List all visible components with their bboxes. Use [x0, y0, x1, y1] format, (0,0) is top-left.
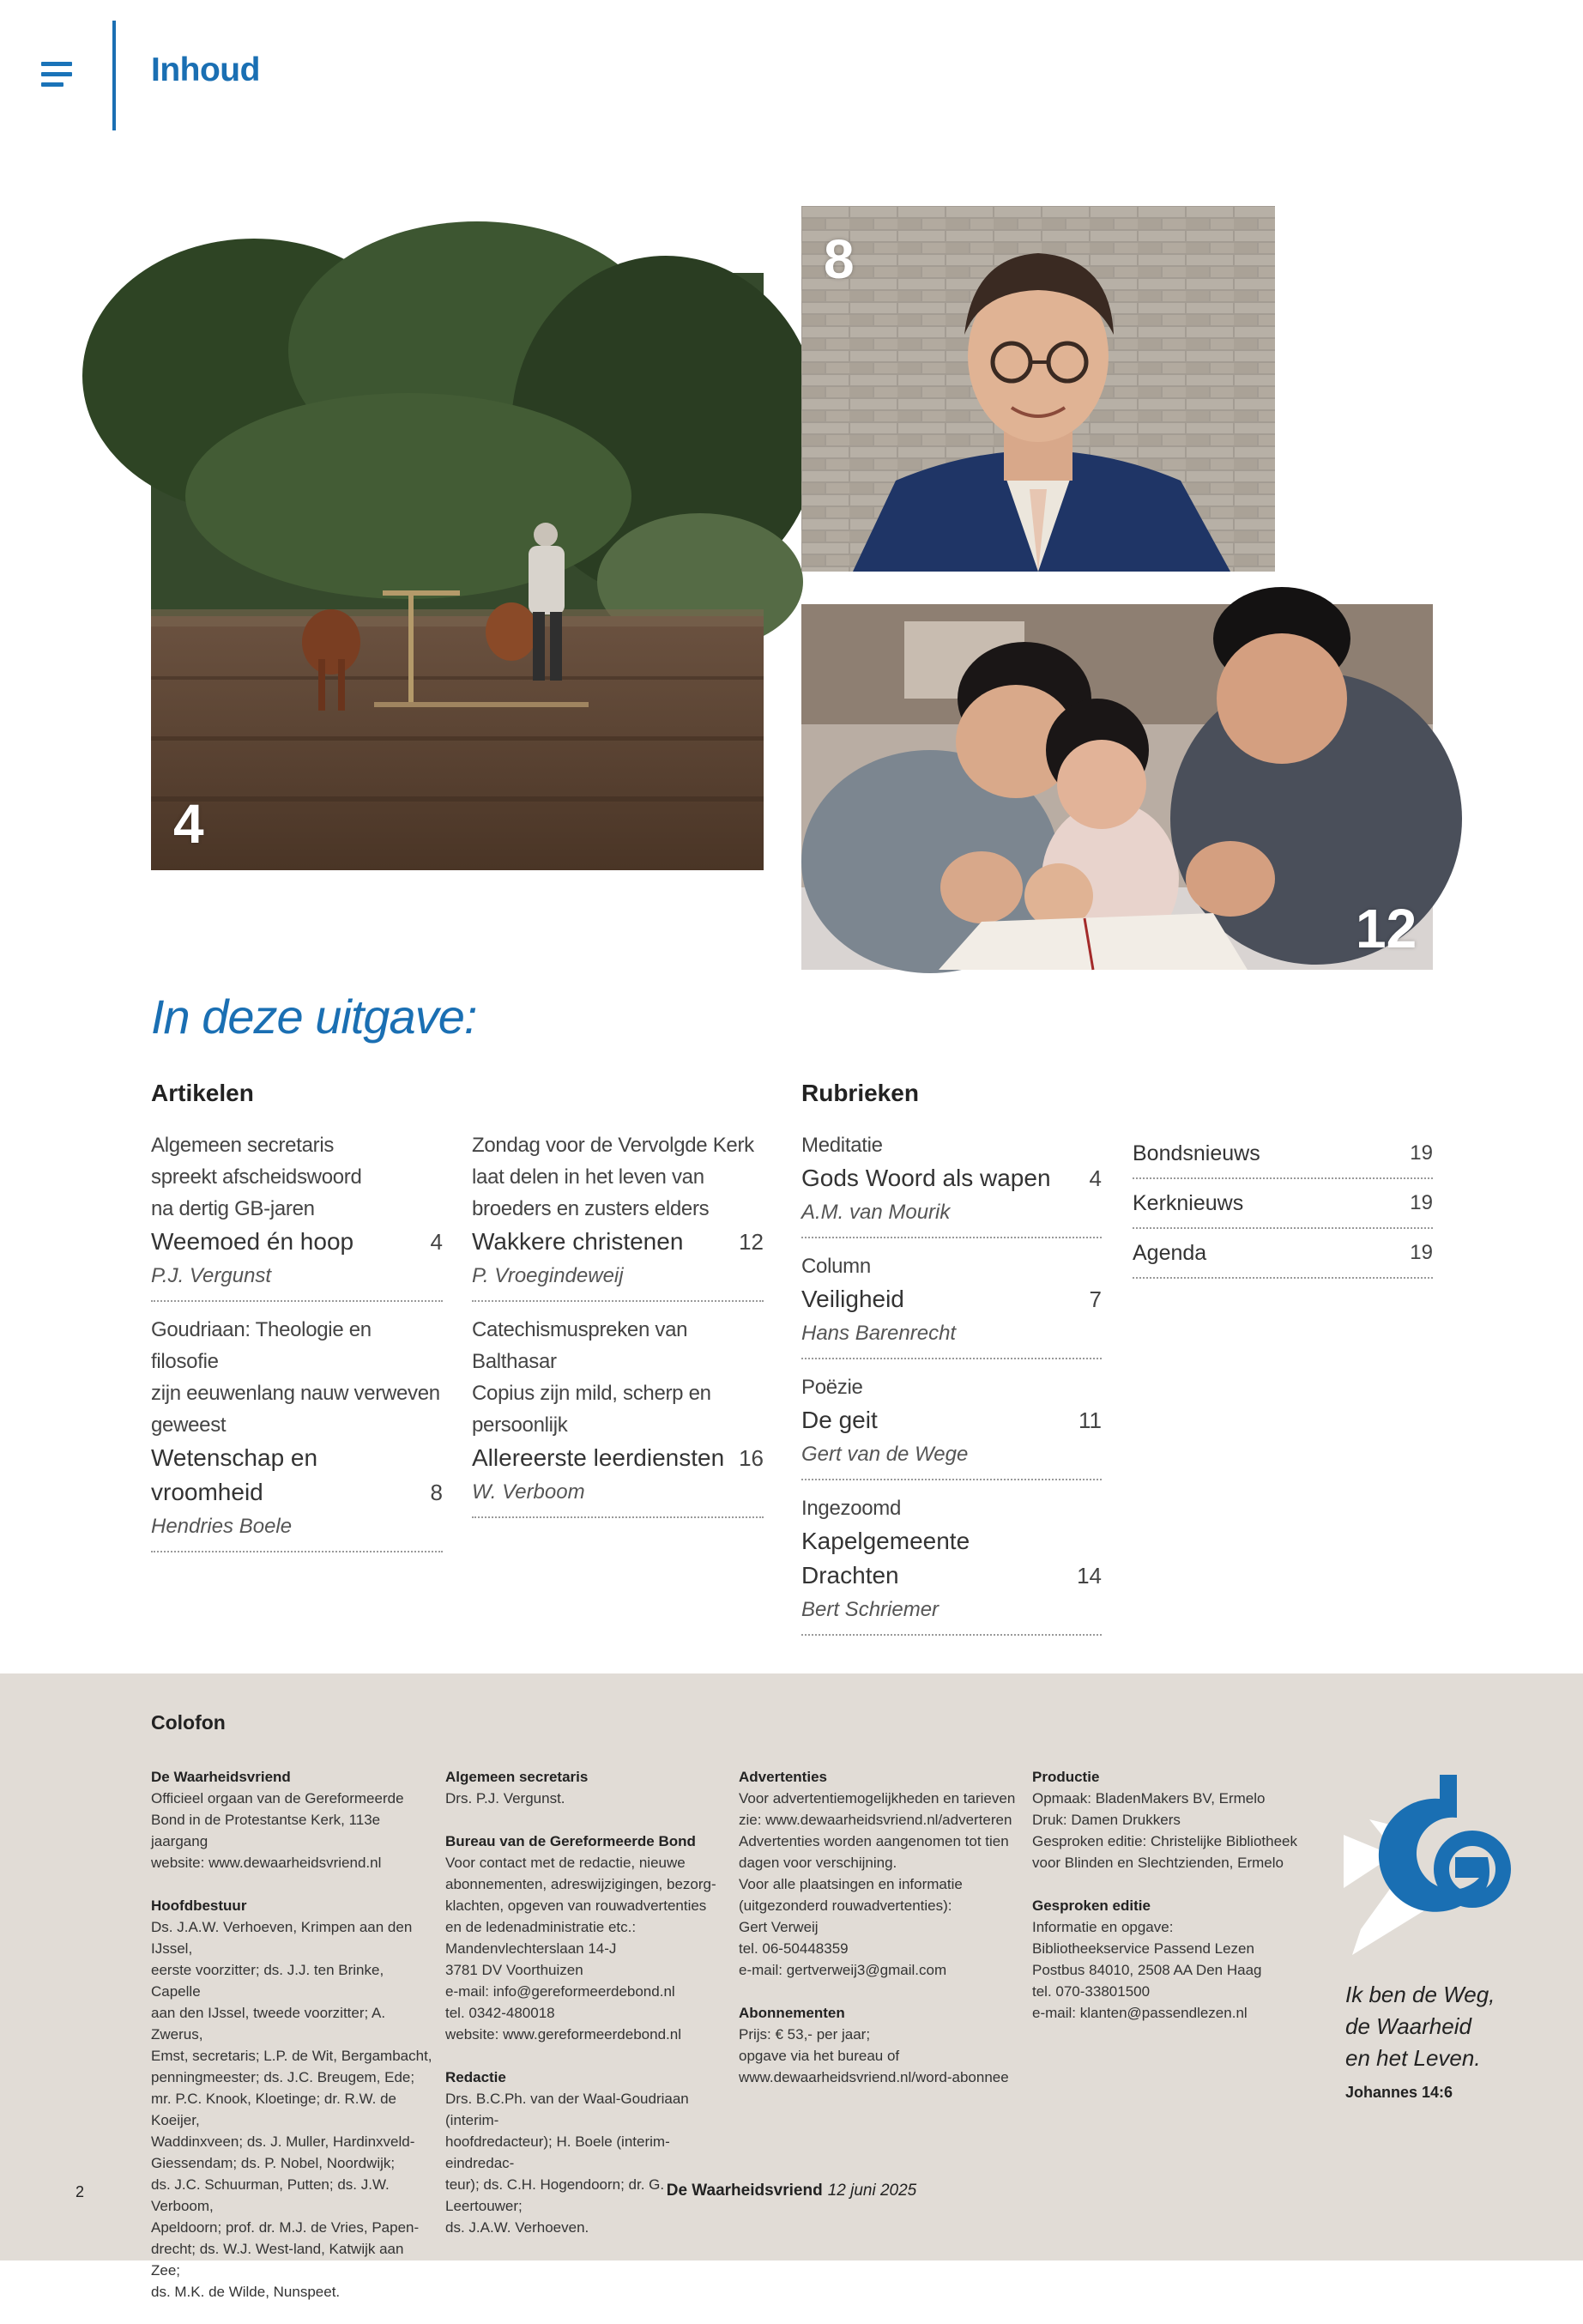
section-rubrieken: Rubrieken [801, 1080, 919, 1106]
ploughing-image [151, 273, 764, 870]
colofon-block [739, 2002, 1022, 2088]
artikelen-column-1 [151, 1129, 443, 1564]
toc-entry-author: P.J. Vergunst [151, 1264, 272, 1287]
colofon-block-title: Abonnementen [739, 2005, 845, 2021]
toc-entry-subtitle: Goudriaan: Theologie en filosofie [151, 1318, 372, 1373]
toc-entry-title: Veiligheid [801, 1286, 904, 1312]
rubrieken-column-2 [1133, 1129, 1433, 1279]
toc-entry-title: De geit [801, 1407, 878, 1433]
toc-entry-title: Allereerste leerdiensten [472, 1444, 725, 1471]
toc-entry-page: 7 [1089, 1286, 1102, 1312]
section-artikelen: Artikelen [151, 1080, 254, 1106]
colofon-block [445, 1766, 728, 1809]
toc-entry-page: 14 [1077, 1563, 1102, 1589]
colofon-block [1032, 1766, 1315, 1873]
toc-entry[interactable] [151, 1129, 443, 1302]
colofon-block-title: De Waarheidsvriend [151, 1769, 291, 1785]
photo-portrait[interactable] [801, 206, 1275, 572]
toc-entry-title-row [151, 1441, 443, 1475]
colofon-block-text: Informatie en opgave: Bibliotheekservice Passend Lezen Postbus 84010, 2508 AA Den Haag tel. 070-33801500 e-mail: klanten@passendlezen.nl [1032, 1919, 1262, 2021]
colofon-block-text: Drs. B.C.Ph. van der Waal-Goudriaan (interim- hoofdredacteur); H. Boele (interim-eindredac- teur); ds. C.H. Hogendoorn; dr. G. Leertouwer; ds. J.A.W. Verhoeven. [445, 2091, 689, 2236]
colofon-block-title: Hoofdbestuur [151, 1897, 247, 1914]
colofon-block-text: Opmaak: BladenMakers BV, Ermelo Druk: Damen Drukkers Gesproken editie: Christelijke Bibliotheek voor Blinden en Slechtzienden, Ermelo [1032, 1790, 1297, 1871]
portrait-image [801, 206, 1275, 572]
toc-entry-subtitle: Meditatie [801, 1134, 883, 1157]
toc-entry-title-row [801, 1161, 1102, 1195]
colofon-block [445, 2067, 728, 2238]
toc-entry-title-row [472, 1441, 764, 1475]
colofon-block-text: Voor advertentiemogelijkheden en tarieven zie: www.dewaarheidsvriend.nl/adverteren Advertenties worden aangenomen tot tien dagen voor verschijning. Voor alle plaatsingen en informatie (uitgezonderd rouwadvertenties): Gert Verweij tel. 06-50448359 e-mail: gertverweij3@gmail.com [739, 1790, 1016, 1978]
colofon-block-text: Voor contact met de redactie, nieuwe abonnementen, adreswijzigingen, bezorg- klachten, opgeven van rouwadvertenties en de ledenadministratie etc.: Mandenvlechterslaan 14-J 3781 DV Voorthuizen e-mail: info@gereformeerdebond.nl tel. 0342-480018 website: www.gereformeerdebond.nl [445, 1855, 716, 2043]
toc-entry-subtitle: Column [801, 1255, 871, 1278]
family-image [801, 604, 1433, 970]
toc-entry-page: 4 [430, 1229, 443, 1255]
colofon-block-text: Drs. P.J. Vergunst. [445, 1790, 565, 1807]
toc-entry-author: Bert Schriemer [801, 1598, 940, 1621]
colofon-block-text: Ds. J.A.W. Verhoeven, Krimpen aan den IJssel, eerste voorzitter; ds. J.J. ten Brinke, Capelle aan den IJssel, tweede voorzitter; A. Zwerus, Emst, secretaris; L.P. de Wit, Bergambacht, penningmeester; ds. J.C. Breugem, Ede; mr. P.C. Knook, Kloetinge; dr. R.W. de Koeijer, Waddinxveen; ds. J. Muller, Hardinxveld- Giessendam; ds. P. Nobel, Noordwijk; ds. J.C. Schuurman, Putten; ds. J.W. Verboom, Apeldoorn; prof. dr. M.J. de Vries, Papen- drecht; ds. W.J. West-land, Katwijk aan Zee; ds. M.K. de Wilde, Nunspeet. [151, 1919, 432, 2300]
page-title: Inhoud [151, 51, 260, 88]
toc-entry-title: Gods Woord als wapen [801, 1165, 1051, 1191]
toc-entry[interactable] [472, 1314, 764, 1518]
photo-ploughing-field[interactable] [151, 273, 764, 870]
toc-entry[interactable] [472, 1129, 764, 1302]
artikelen-column-2 [472, 1129, 764, 1530]
header-divider [112, 21, 116, 130]
colofon-title: Colofon [151, 1711, 226, 1734]
footer-page-number: 2 [76, 2183, 85, 2200]
rubriek-page: 19 [1410, 1241, 1433, 1264]
toc-entry-author: Hendries Boele [151, 1515, 293, 1538]
toc-entry[interactable] [801, 1129, 1102, 1238]
colofon-block-title: Gesproken editie [1032, 1897, 1151, 1914]
toc-entry-subtitle: Ingezoomd [801, 1497, 902, 1520]
toc-entry[interactable] [801, 1250, 1102, 1359]
toc-entry-subtitle: spreekt afscheidswoord [151, 1165, 362, 1189]
toc-entry-subtitle: na dertig GB-jaren [151, 1197, 315, 1220]
rubriek-link[interactable] [1133, 1129, 1433, 1179]
toc-entry-page: 16 [739, 1445, 764, 1471]
toc-entry-subtitle: persoonlijk [472, 1413, 568, 1437]
toc-entry-subtitle: broeders en zusters elders [472, 1197, 710, 1220]
toc-entry-author: Gert van de Wege [801, 1443, 969, 1466]
colofon-block-title: Redactie [445, 2069, 506, 2085]
toc-entry-subtitle: laat delen in het leven van [472, 1165, 704, 1189]
toc-entry-title: vroomheid [151, 1479, 263, 1505]
colofon-block-title: Bureau van de Gereformeerde Bond [445, 1833, 696, 1849]
contents-heading: In deze uitgave: [151, 990, 477, 1044]
toc-entry[interactable] [801, 1492, 1102, 1636]
colofon-block [739, 1766, 1022, 1981]
toc-entry-subtitle: Algemeen secretaris [151, 1134, 335, 1157]
rubriek-label: Agenda [1133, 1240, 1207, 1265]
toc-entry[interactable] [151, 1314, 443, 1552]
rubriek-link[interactable] [1133, 1179, 1433, 1229]
colofon-block-title: Algemeen secretaris [445, 1769, 589, 1785]
toc-entry-subtitle: Copius zijn mild, scherp en [472, 1382, 711, 1405]
colofon-block-title: Productie [1032, 1769, 1100, 1785]
rubriek-page: 19 [1410, 1191, 1433, 1214]
colofon-block [151, 1895, 434, 2303]
toc-entry-subtitle: Catechismuspreken van Balthasar [472, 1318, 688, 1373]
toc-entry-title: Wetenschap en [151, 1444, 318, 1471]
menu-icon[interactable] [41, 62, 72, 88]
toc-entry[interactable] [801, 1371, 1102, 1480]
colofon-block [151, 1766, 434, 1873]
toc-entry-title-row [801, 1282, 1102, 1316]
photo-family-praying[interactable] [801, 604, 1433, 970]
gb-logo [1344, 1768, 1512, 1955]
toc-entry-page: 4 [1089, 1165, 1102, 1191]
toc-entry-title-row [801, 1403, 1102, 1437]
toc-entry-title: Weemoed én hoop [151, 1228, 354, 1255]
colofon-block-text: Officieel orgaan van de Gereformeerde Bond in de Protestantse Kerk, 113e jaargang website: www.dewaarheidsvriend.nl [151, 1790, 404, 1871]
rubriek-page: 19 [1410, 1141, 1433, 1165]
rubriek-label: Kerknieuws [1133, 1190, 1244, 1215]
footer-publication [0, 2182, 1583, 2200]
toc-entry-author: P. Vroegindeweij [472, 1264, 624, 1287]
toc-entry-subtitle: Poëzie [801, 1376, 863, 1399]
toc-entry-title-row [801, 1524, 1102, 1593]
toc-entry-subtitle: Zondag voor de Vervolgde Kerk [472, 1134, 754, 1157]
page-number-badge: 8 [824, 228, 855, 290]
toc-entry-title-row [472, 1225, 764, 1259]
toc-entry-title: Wakkere christenen [472, 1228, 684, 1255]
rubrieken-column-1 [801, 1129, 1102, 1648]
toc-entry-title: Kapelgemeente Drachten [801, 1528, 970, 1589]
toc-entry-page: 8 [430, 1480, 443, 1505]
bible-reference: Johannes 14:6 [1345, 2084, 1453, 2101]
rubriek-link[interactable] [1133, 1229, 1433, 1279]
toc-entry-title-row [151, 1475, 443, 1510]
publication-name: De Waarheidsvriend [666, 2182, 823, 2200]
toc-entry-page: 11 [1078, 1407, 1102, 1433]
page-number-badge: 12 [1356, 898, 1417, 959]
colofon-column [739, 1766, 1022, 2109]
colofon-block [1032, 1895, 1315, 2024]
page-number-badge: 4 [173, 793, 204, 855]
colofon-block-text: Prijs: € 53,- per jaar; opgave via het bureau of www.dewaarheidsvriend.nl/word-abonnee [739, 2026, 1009, 2085]
toc-entry-author: A.M. van Mourik [801, 1201, 951, 1224]
toc-entry-page: 12 [739, 1229, 764, 1255]
toc-entry-author: W. Verboom [472, 1480, 585, 1504]
colofon-column [1032, 1766, 1315, 2045]
publication-date: 12 juni 2025 [827, 2182, 917, 2200]
toc-entry-author: Hans Barenrecht [801, 1322, 957, 1345]
toc-entry-title-row [151, 1225, 443, 1259]
toc-entry-subtitle: zijn eeuwenlang nauw verweven [151, 1382, 440, 1405]
colofon-block [445, 1831, 728, 2045]
bible-quote: Ik ben de Weg, de Waarheid en het Leven. [1345, 1982, 1495, 2071]
colofon-block-title: Advertenties [739, 1769, 827, 1785]
colofon-column [151, 1766, 434, 2324]
toc-entry-subtitle: geweest [151, 1413, 227, 1437]
rubriek-label: Bondsnieuws [1133, 1141, 1260, 1165]
